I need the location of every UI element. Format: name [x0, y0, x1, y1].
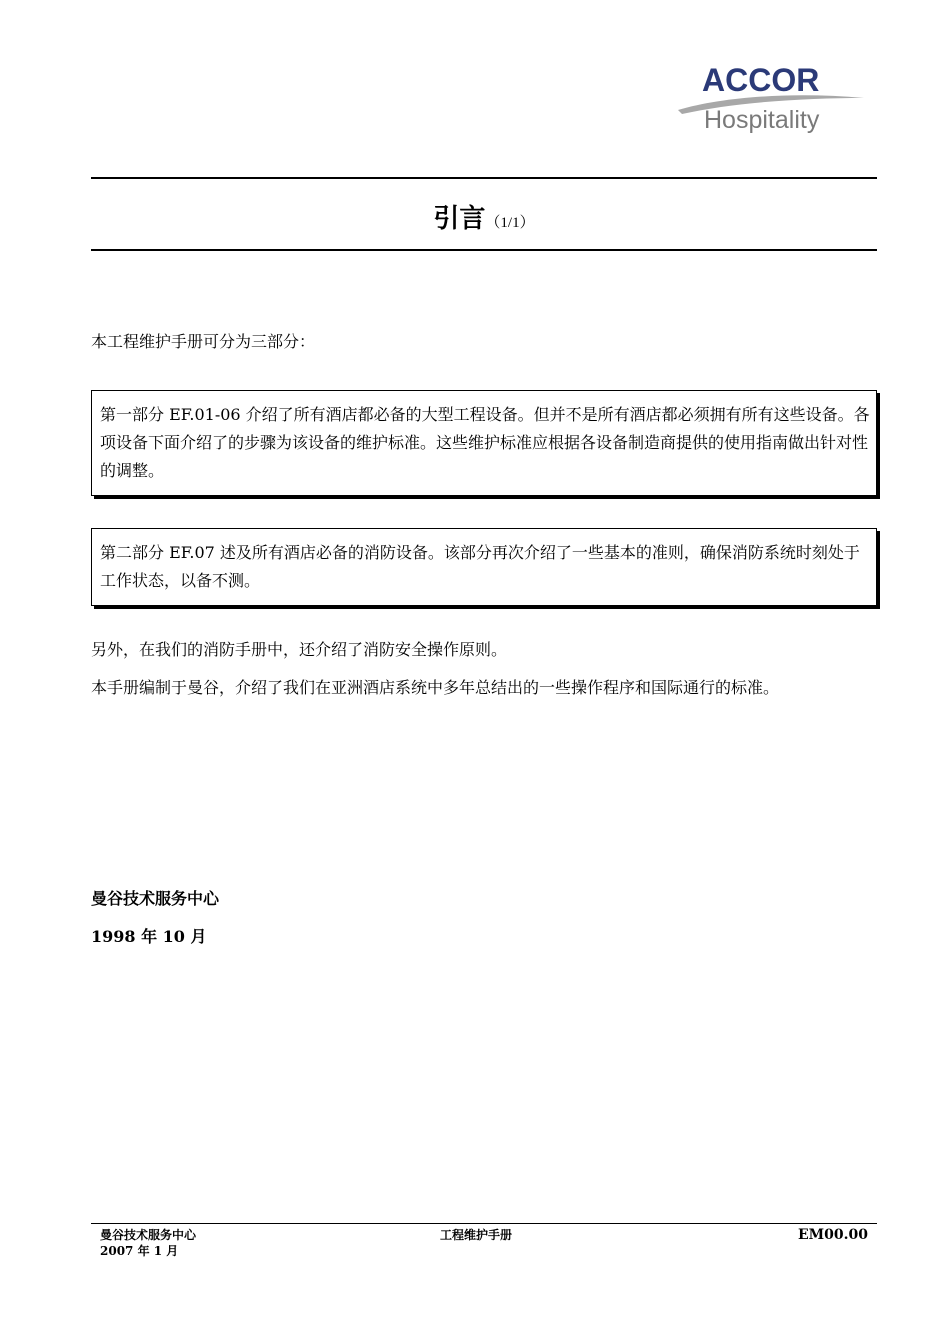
page-title-main: 引言 [433, 204, 486, 234]
page-title-sub: （1/1） [485, 215, 535, 231]
footer-left [100, 1227, 196, 1259]
title-top-rule [91, 177, 877, 179]
fire-manual-paragraph: 另外，在我们的消防手册中，还介绍了消防安全操作原则。 [91, 640, 508, 659]
footer-manual-title: 工程维护手册 [440, 1228, 513, 1242]
intro-paragraph: 本工程维护手册可分为三部分： [91, 332, 316, 351]
signature-org: 曼谷技术服务中心 [91, 889, 220, 908]
compiled-paragraph: 本手册编制于曼谷，介绍了我们在亚洲酒店系统中多年总结出的一些操作程序和国际通行的标准。 [91, 678, 780, 697]
part-one-box: 第一部分 EF.01-06 介绍了所有酒店都必备的大型工程设备。但并不是所有酒店都必须拥有所有这些设备。各项设备下面介绍了的步骤为该设备的维护标准。这些维护标准应根据各设备制造商提供的使用指南做出针对性的调整。 [91, 390, 877, 496]
title-bottom-rule [91, 249, 877, 251]
signature-date: 1998 年 10 月 [91, 927, 207, 946]
footer-rule [91, 1223, 877, 1224]
part-two-box: 第二部分 EF.07 述及所有酒店必备的消防设备。该部分再次介绍了一些基本的准则，确保消防系统时刻处于工作状态，以备不测。 [91, 528, 877, 606]
logo-brand-text: ACCOR [702, 62, 820, 98]
logo-sub-text: Hospitality [704, 106, 820, 134]
footer-org: 曼谷技术服务中心 [100, 1228, 197, 1242]
footer-date: 2007 年 1 月 [100, 1244, 179, 1258]
accor-hospitality-logo [676, 62, 866, 142]
page-title [91, 198, 877, 235]
footer-doc-code: EM00.00 [797, 1227, 868, 1243]
